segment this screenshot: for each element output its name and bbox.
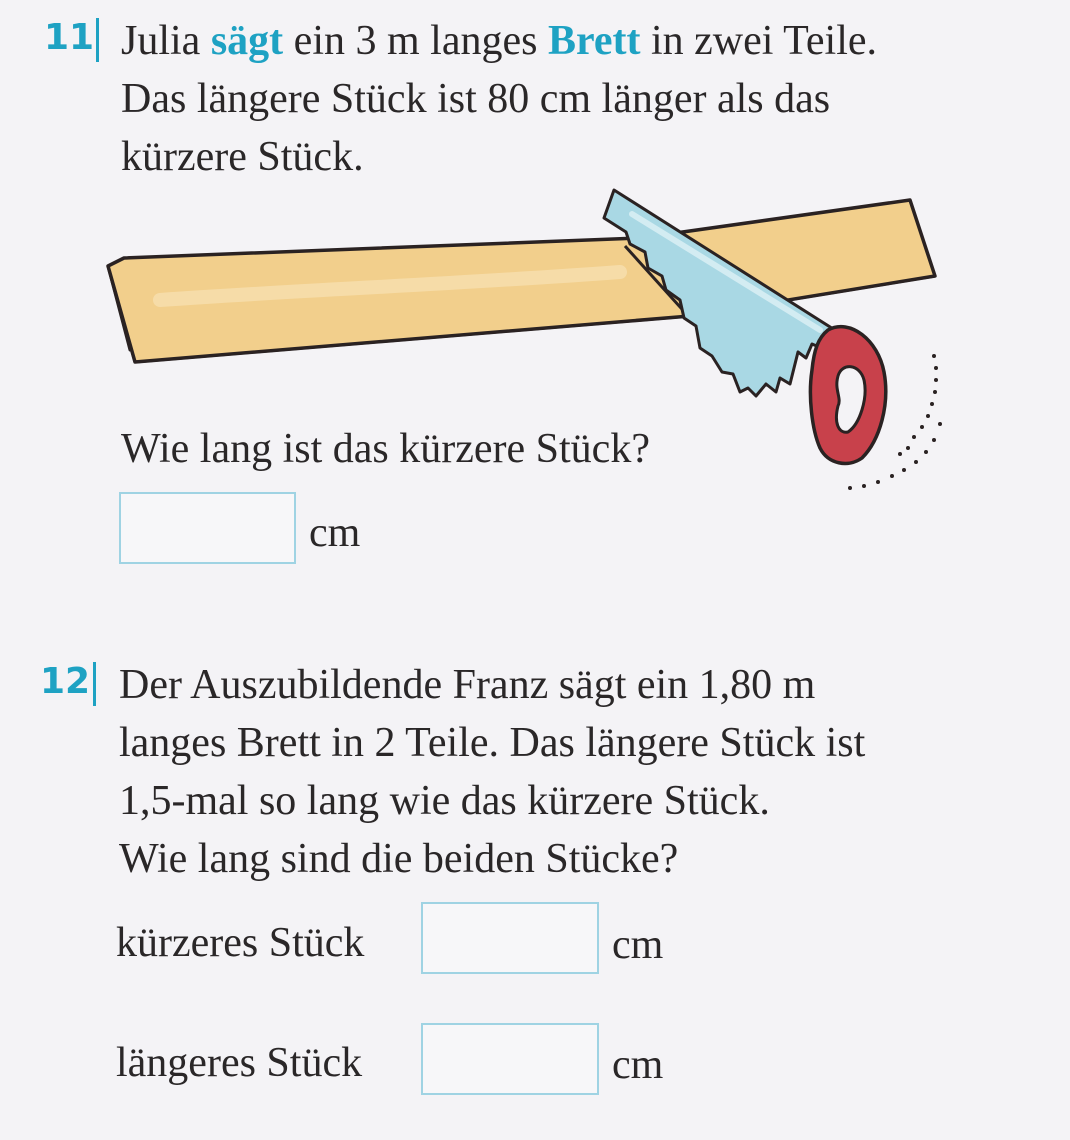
task-11-answer-unit: cm	[309, 510, 361, 556]
task-12-unit-longer: cm	[612, 1042, 664, 1088]
task-12-line-2: langes Brett in 2 Teile. Das längere Stück ist	[119, 720, 866, 766]
task-11-text-2: ein 3 m langes	[283, 18, 548, 64]
task-11-answer-box[interactable]	[119, 492, 296, 564]
task-12-number: 12	[40, 661, 91, 702]
task-11-number: 11	[44, 17, 95, 58]
task-12-line-3: 1,5-mal so lang wie das kürzere Stück.	[119, 778, 770, 824]
task-12-line-1: Der Auszubildende Franz sägt ein 1,80 m	[119, 662, 816, 708]
task-12-number-bar	[93, 662, 96, 706]
task-11-line-2: Das längere Stück ist 80 cm länger als das	[121, 76, 831, 122]
task-11-text-1: Julia	[121, 18, 211, 64]
task-11-keyword-brett: Brett	[547, 18, 641, 64]
task-11-text-3: in zwei Teile.	[640, 18, 878, 64]
task-12-label-shorter: kürzeres Stück	[116, 920, 365, 966]
task-12-unit-shorter: cm	[612, 922, 664, 968]
task-12-answer-box-longer[interactable]	[421, 1023, 599, 1095]
task-12-line-4: Wie lang sind die beiden Stücke?	[119, 836, 679, 882]
task-11-keyword-saegt: sägt	[210, 18, 284, 64]
task-11-line-3: kürzere Stück.	[121, 134, 364, 180]
task-12-label-longer: längeres Stück	[116, 1040, 363, 1086]
task-11-question: Wie lang ist das kürzere Stück?	[121, 426, 650, 472]
task-12-answer-box-shorter[interactable]	[421, 902, 599, 974]
